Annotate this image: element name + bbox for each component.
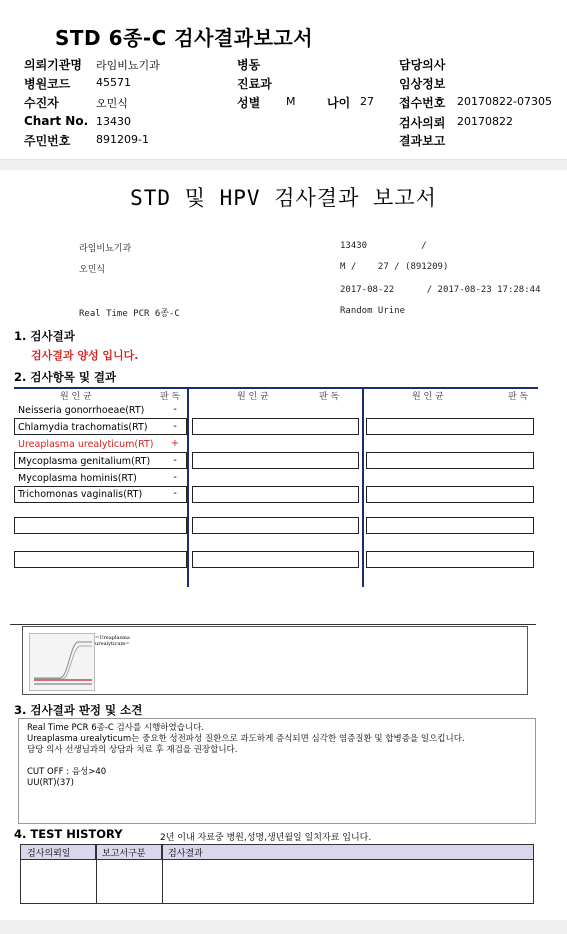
item-result: - — [173, 421, 177, 432]
history-col-result: 검사결과 — [162, 845, 533, 860]
col-result-header: 판 독 — [160, 392, 181, 402]
col-result-header: 판 독 — [319, 392, 340, 402]
chart-no-value: 13430 — [96, 115, 131, 128]
sex-value: M — [286, 95, 296, 108]
column-divider — [362, 387, 364, 587]
age-label: 나이 — [327, 96, 351, 110]
section-history-heading: 4. TEST HISTORY — [14, 827, 123, 841]
ssn-label: 주민번호 — [24, 134, 71, 148]
patient-value: 오민식 — [96, 97, 128, 110]
info-dates: 2017-08-22 / 2017-08-23 17:28:44 — [340, 285, 541, 295]
history-col-request-date: 검사의뢰일 — [21, 845, 96, 860]
patient-label: 수진자 — [24, 96, 59, 110]
item-name: Mycoplasma hominis(RT) — [18, 473, 137, 484]
ssn-value: 891209-1 — [96, 133, 149, 146]
col-result-header: 판 독 — [508, 392, 529, 402]
receipt-no-label: 접수번호 — [399, 96, 446, 110]
report-label: 결과보고 — [399, 134, 446, 148]
opinion-line: CUT OFF : 음성>40 — [27, 767, 107, 777]
dept-label: 진료과 — [237, 77, 272, 91]
item-result: - — [173, 404, 177, 415]
history-note: 2년 이내 자료중 병원,성명,생년월일 일치자료 입니다. — [160, 833, 372, 843]
info-institution: 라임비뇨기과 — [79, 244, 132, 254]
empty-row — [14, 551, 187, 568]
info-chart: 13430 / — [340, 241, 427, 251]
empty-row — [192, 486, 359, 503]
history-col-divider — [162, 845, 163, 903]
graph-divider — [10, 624, 536, 625]
report-header — [0, 0, 567, 160]
table-header-col3 — [364, 387, 538, 400]
item-result: - — [173, 472, 177, 483]
page-footer-gap — [0, 920, 567, 934]
receipt-no-value: 20170822-07305 — [457, 95, 552, 108]
info-method: Real Time PCR 6종-C — [79, 309, 180, 319]
section-results-heading: 1. 검사결과 — [14, 329, 75, 343]
empty-row — [14, 517, 187, 534]
opinion-line: UU(RT)(37) — [27, 778, 75, 788]
opinion-line: Real Time PCR 6종-C 검사를 시행하였습니다. — [27, 723, 205, 733]
col-pathogen-header: 원 인 균 — [60, 392, 92, 402]
opinion-box — [18, 718, 536, 824]
item-result: - — [173, 455, 177, 466]
request-date-value: 20170822 — [457, 115, 513, 128]
table-header-col1 — [14, 387, 187, 400]
item-name: Chlamydia trachomatis(RT) — [18, 422, 148, 433]
empty-row — [366, 517, 534, 534]
clinical-info-label: 임상정보 — [399, 77, 446, 91]
column-divider — [187, 387, 189, 587]
page-title: STD 6종-C 검사결과보고서 — [55, 26, 314, 50]
section-divider — [0, 160, 567, 170]
sex-label: 성별 — [237, 96, 261, 110]
section-opinion-heading: 3. 검사결과 판정 및 소견 — [14, 703, 143, 717]
age-value: 27 — [360, 95, 374, 108]
item-name-positive: Ureaplasma urealyticum(RT) — [18, 439, 154, 450]
table-header-col2 — [189, 387, 362, 400]
empty-row — [366, 452, 534, 469]
col-pathogen-header: 원 인 균 — [237, 392, 269, 402]
info-specimen: Random Urine — [340, 306, 406, 316]
info-sex-age: M / 27 / (891209) — [340, 262, 449, 272]
institution-label: 의뢰기관명 — [24, 58, 82, 72]
empty-row — [366, 418, 534, 435]
item-name: Trichomonas vaginalis(RT) — [18, 489, 143, 500]
history-col-report-type: 보고서구분 — [96, 845, 162, 860]
opinion-line: 담당 의사 선생님과의 상담과 치료 후 재검을 권장합니다. — [27, 745, 238, 755]
empty-row — [192, 452, 359, 469]
chart-no-label: Chart No. — [24, 114, 89, 128]
col-pathogen-header: 원 인 균 — [412, 392, 444, 402]
report-title: STD 및 HPV 검사결과 보고서 — [130, 186, 437, 210]
item-name: Neisseria gonorrhoeae(RT) — [18, 405, 145, 416]
empty-row — [192, 418, 359, 435]
info-patient: 오민식 — [79, 265, 106, 275]
item-result-positive: + — [170, 438, 180, 449]
empty-row — [192, 517, 359, 534]
result-summary: 검사결과 양성 입니다. — [31, 349, 139, 362]
institution-value: 라임비뇨기과 — [96, 59, 160, 72]
item-name: Mycoplasma genitalium(RT) — [18, 456, 151, 467]
empty-row — [366, 551, 534, 568]
request-date-label: 검사의뢰 — [399, 116, 446, 130]
item-result: - — [173, 488, 177, 499]
ward-label: 병동 — [237, 58, 261, 72]
history-table — [20, 844, 534, 904]
pcr-graph-frame — [22, 626, 528, 695]
doctor-label: 담당의사 — [399, 58, 446, 72]
graph-legend: =Ureaplasma urealyticum= — [95, 635, 130, 647]
history-col-divider — [96, 845, 97, 903]
opinion-spacer — [27, 756, 527, 767]
hospital-code-label: 병원코드 — [24, 77, 71, 91]
pcr-amplification-graph — [29, 633, 95, 691]
empty-row — [192, 551, 359, 568]
section-items-heading: 2. 검사항목 및 결과 — [14, 370, 117, 384]
opinion-line: Ureaplasma urealyticum는 중요한 성전파성 질환으로 과도하게 증식되면 심각한 염증질환 및 합병증을 일으킵니다. — [27, 734, 465, 744]
empty-row — [366, 486, 534, 503]
hospital-code-value: 45571 — [96, 76, 131, 89]
